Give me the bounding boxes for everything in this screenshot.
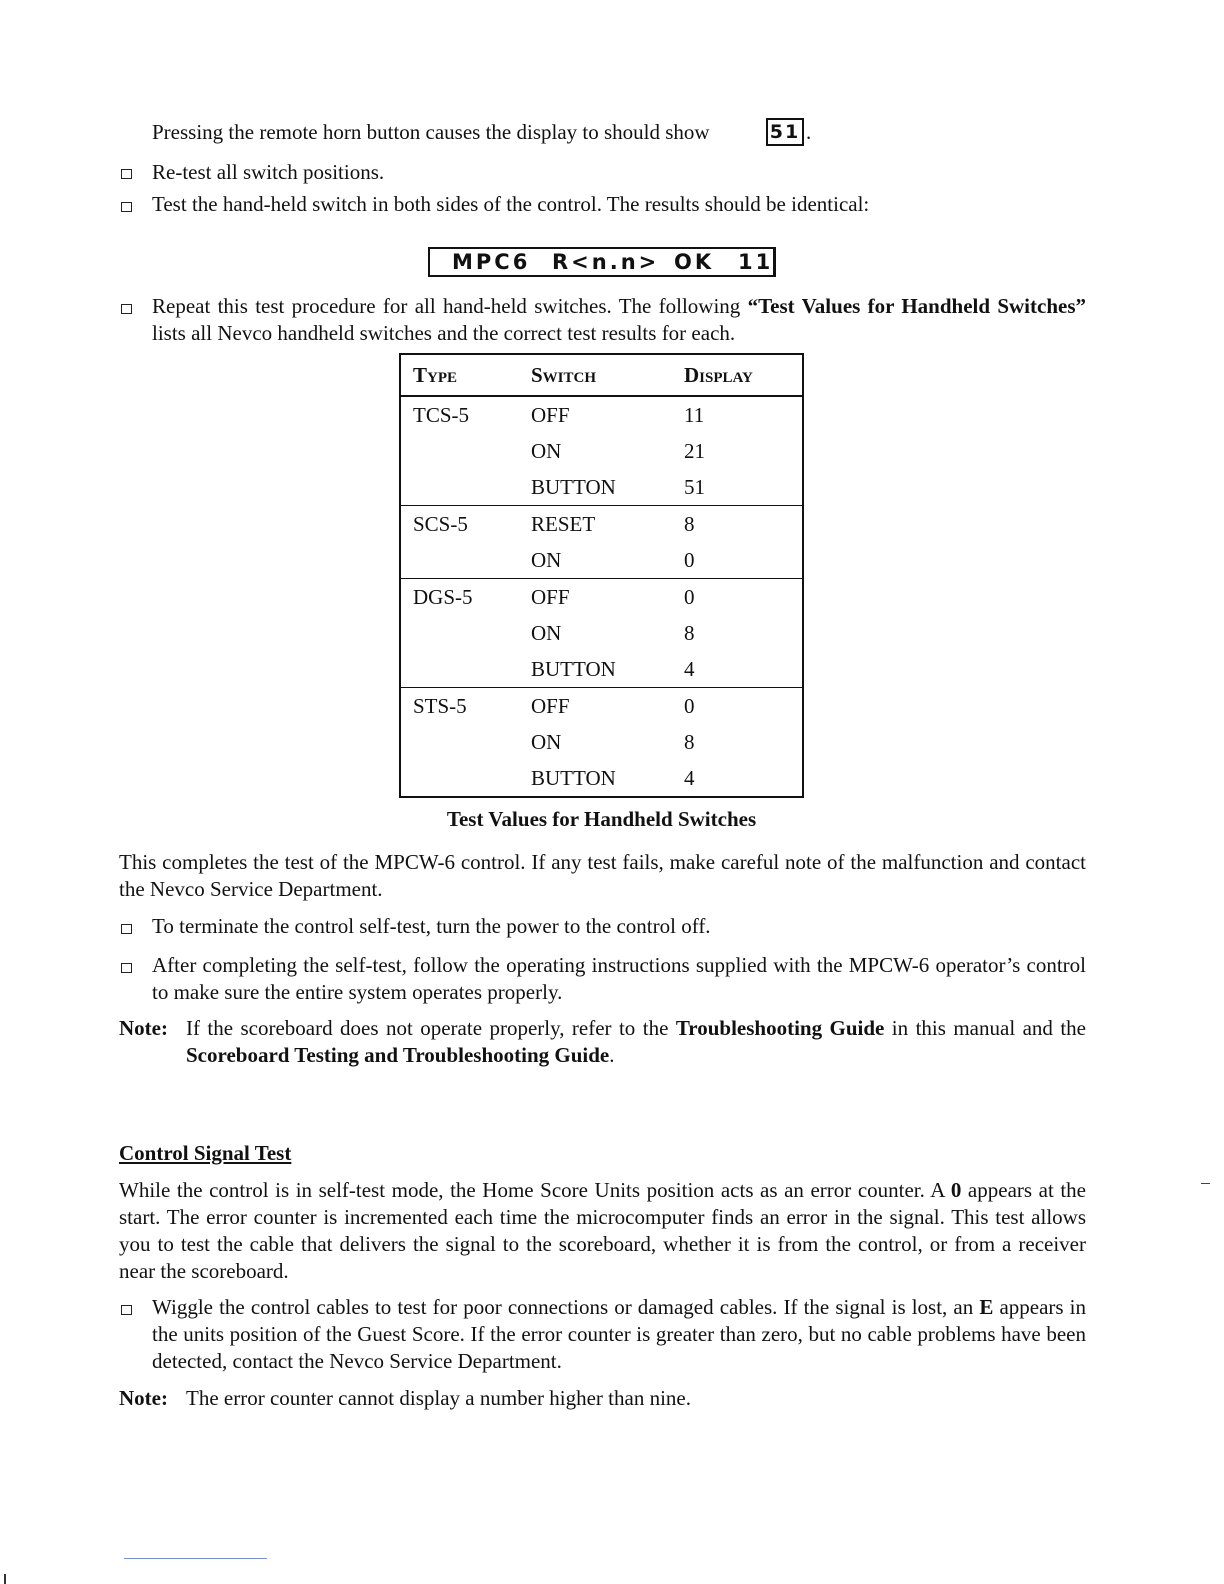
signal-text-a: While the control is in self-test mode, the Home Score Units position acts as an error counter. A <box>119 1178 951 1202</box>
header-type: Type <box>400 354 519 396</box>
type-cell <box>400 724 519 760</box>
section-heading: Control Signal Test <box>119 1141 292 1165</box>
table-row <box>400 506 803 543</box>
display-cell: 4 <box>684 765 695 790</box>
checkbox-icon <box>121 202 132 212</box>
table-row <box>400 724 803 760</box>
wiggle-bold: E <box>979 1295 994 1319</box>
switch-cell: ON <box>531 620 562 645</box>
footer-rule <box>124 1558 267 1559</box>
completes-paragraph: This completes the test of the MPCW-6 control. If any test fails, make careful note of the malfunction and contact the Nevco Service Department. <box>119 850 1086 901</box>
table-row <box>400 433 803 469</box>
signal-paragraph <box>119 1177 1086 1285</box>
type-cell <box>400 615 519 651</box>
type-cell <box>400 760 519 797</box>
wiggle-text-b: appears in the units position of the Guest Score. If the error counter is greater than zero, but no cable problems have been detected, contact the Nevco Service Department. <box>152 1295 1086 1373</box>
table-caption-text: Test Values for Handheld Switches <box>446 807 757 831</box>
display-status: OK <box>674 250 715 274</box>
switch-cell: ON <box>531 547 562 572</box>
margin-mark <box>1201 1183 1210 1184</box>
display-cell: 0 <box>672 688 803 725</box>
switch-cell: OFF <box>519 688 672 725</box>
display-cell: 8 <box>672 506 803 543</box>
display-cell: 11 <box>672 396 803 433</box>
margin-mark <box>4 1574 6 1584</box>
type-cell: DGS-5 <box>400 579 519 616</box>
sentence-period: . <box>806 120 812 144</box>
table-row <box>400 396 803 433</box>
note-label: Note: <box>119 1016 168 1040</box>
table-row <box>400 760 803 797</box>
signal-text-b: appears at the start. The error counter is incremented each time the microcomputer finds an error in the signal. This test allows you to test the cable that delivers the signal to the scoreboard, whether it is from the control, or from a receiver near the scoreboard. <box>119 1178 1086 1283</box>
note-label: Note: <box>119 1386 168 1410</box>
horn-button-sentence: Pressing the remote horn button causes the display to should show <box>152 120 710 144</box>
table-row <box>400 688 803 725</box>
display-model: MPC6 <box>452 250 531 274</box>
note-text-b: in this manual and the <box>884 1016 1086 1040</box>
display-cell: 4 <box>684 656 695 681</box>
note-text-c: . <box>609 1043 615 1067</box>
after-bullet-text: After completing the self-test, follow the operating instructions supplied with the MPCW-6 operator’s control to make sure the entire system operates properly. <box>152 953 1086 1004</box>
repeat-text-bold: “Test Values for Handheld Switches” <box>747 294 1086 318</box>
repeat-text-b: lists all Nevco handheld switches and the correct test results for each. <box>152 321 736 345</box>
switch-cell: ON <box>531 729 562 754</box>
switch-cell: BUTTON <box>531 765 616 790</box>
test-handheld-bullet-text: Test the hand-held switch in both sides of the control. The results should be identical: <box>152 192 870 216</box>
type-cell: STS-5 <box>400 688 519 725</box>
type-cell <box>400 542 519 579</box>
switch-cell: ON <box>531 438 562 463</box>
note-bold-a: Troubleshooting Guide <box>675 1016 885 1040</box>
display-cell: 8 <box>684 620 695 645</box>
switch-cell: BUTTON <box>531 474 616 499</box>
display-cell: 21 <box>684 438 705 463</box>
display-readout-box <box>428 247 776 277</box>
switch-cell: OFF <box>519 396 672 433</box>
checkbox-icon <box>121 963 132 973</box>
display-cell: 0 <box>672 579 803 616</box>
type-cell: TCS-5 <box>400 396 519 433</box>
table-caption <box>399 806 804 833</box>
display-code: 11 <box>738 250 774 274</box>
type-cell <box>400 433 519 469</box>
table-row <box>400 542 803 579</box>
type-cell <box>400 469 519 506</box>
wiggle-bullet-text <box>152 1294 1086 1375</box>
repeat-bullet-text <box>152 293 1086 347</box>
repeat-text-a: Repeat this test procedure for all hand-held switches. The following <box>152 294 748 318</box>
switch-cell: BUTTON <box>531 656 616 681</box>
checkbox-icon <box>121 924 132 934</box>
note-bold-b: Scoreboard Testing and Troubleshooting Guide <box>186 1043 610 1067</box>
terminate-bullet-text: To terminate the control self-test, turn the power to the control off. <box>152 914 711 938</box>
table-header-row <box>400 354 803 396</box>
display-51-box: 51 <box>766 118 804 146</box>
signal-bold: 0 <box>950 1178 962 1202</box>
type-cell <box>400 651 519 688</box>
table-row <box>400 615 803 651</box>
test-values-table <box>399 353 804 798</box>
note-text: The error counter cannot display a number higher than nine. <box>186 1386 691 1410</box>
checkbox-icon <box>121 169 132 179</box>
horn-button-text <box>152 119 710 146</box>
wiggle-text-a: Wiggle the control cables to test for poor connections or damaged cables. If the signal is lost, an <box>152 1295 980 1319</box>
display-cell: 51 <box>684 474 705 499</box>
header-display: Display <box>672 354 803 396</box>
display-revision: R<n.n> <box>552 250 660 274</box>
retest-bullet-text: Re-test all switch positions. <box>152 160 385 184</box>
display-cell: 0 <box>684 547 695 572</box>
table-row <box>400 579 803 616</box>
table-row <box>400 469 803 506</box>
note-text-a: If the scoreboard does not operate properly, refer to the <box>186 1016 676 1040</box>
note-text <box>186 1015 1086 1069</box>
type-cell: SCS-5 <box>400 506 519 543</box>
switch-cell: RESET <box>519 506 672 543</box>
checkbox-icon <box>121 1305 132 1315</box>
display-cell: 8 <box>684 729 695 754</box>
switch-cell: OFF <box>519 579 672 616</box>
header-switch: Switch <box>519 354 672 396</box>
table-row <box>400 651 803 688</box>
checkbox-icon <box>121 304 132 314</box>
